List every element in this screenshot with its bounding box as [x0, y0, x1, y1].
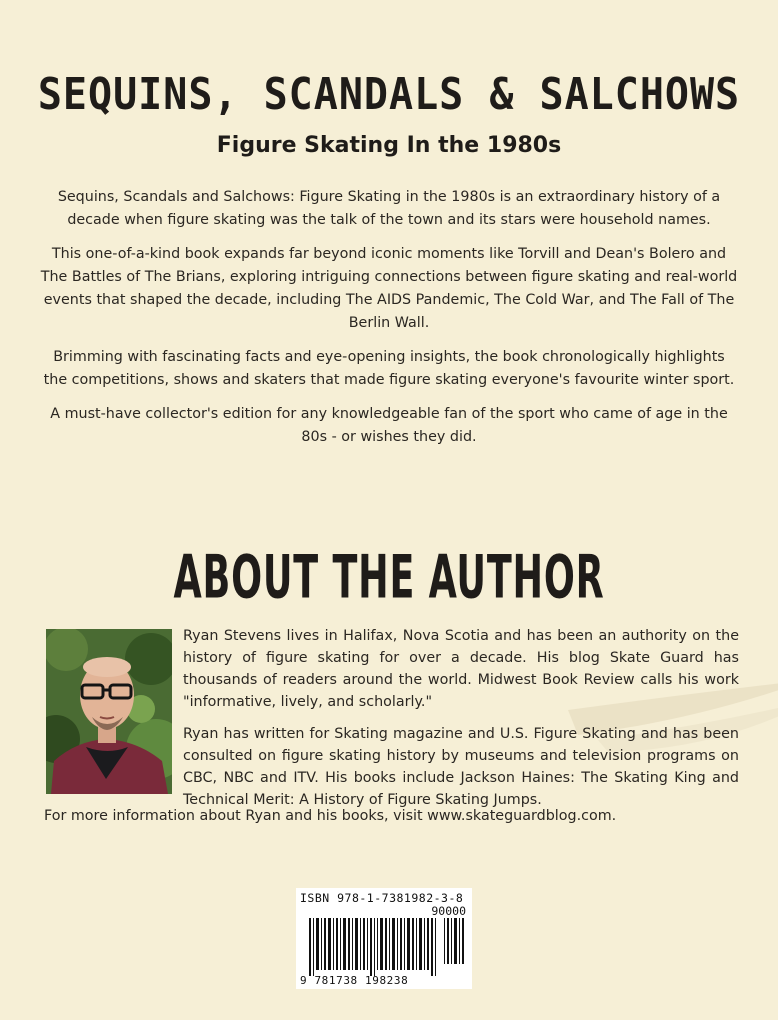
bio-paragraph: Ryan Stevens lives in Halifax, Nova Scotia and has been an authority on the history of figure skating for over a decade. His blog Skate Guard has thousands of readers around the world. Midwest Book Review calls his work "informative, lively, and scholarly." — [183, 628, 739, 710]
author-photo — [46, 629, 172, 794]
book-title: SEQUINS, SCANDALS & SALCHOWS — [37, 70, 741, 120]
bio-paragraph: Ryan has written for Skating magazine and U.S. Figure Skating and has been consulted on figure skating history by museums and television programs on CBC, NBC and ITV. His books include Jackson Haines: The Skating King and Technical Merit: A History of Figure Skating Jumps. — [183, 726, 739, 808]
price-code: 90000 — [431, 904, 466, 918]
book-subtitle: Figure Skating In the 1980s — [216, 133, 562, 158]
isbn-number: ISBN 978-1-7381982-3-8 — [300, 891, 464, 905]
description-paragraph: This one-of-a-kind book expands far beyond iconic moments like Torvill and Dean's Bolero and The Battles of The Brians, exploring intriguing connections between figure skating and real-world events that shaped the decade, including The AIDS Pandemic, The Cold War, and The Fall of The Berlin Wall. — [40, 246, 738, 331]
barcode-bars — [299, 906, 469, 976]
author-bio — [183, 625, 739, 821]
description-paragraph: Sequins, Scandals and Salchows: Figure Skating in the 1980s is an extraordinary history of a decade when figure skating was the talk of the town and its stars were household names. — [57, 189, 721, 228]
description-paragraph: Brimming with fascinating facts and eye-opening insights, the book chronologically highlights the competitions, shows and skaters that made figure skating everyone's favourite winter sport. — [43, 349, 735, 388]
description-paragraph: A must-have collector's edition for any knowledgeable fan of the sport who came of age in the 80s - or wishes they did. — [50, 406, 728, 445]
more-info-text: For more information about Ryan and his books, visit www.skateguardblog.com. — [44, 808, 617, 824]
isbn-barcode — [296, 888, 472, 989]
about-author-heading: ABOUT THE AUTHOR — [173, 543, 605, 613]
book-description — [40, 186, 738, 460]
ean-digits: 9 781738 198238 — [300, 974, 409, 987]
